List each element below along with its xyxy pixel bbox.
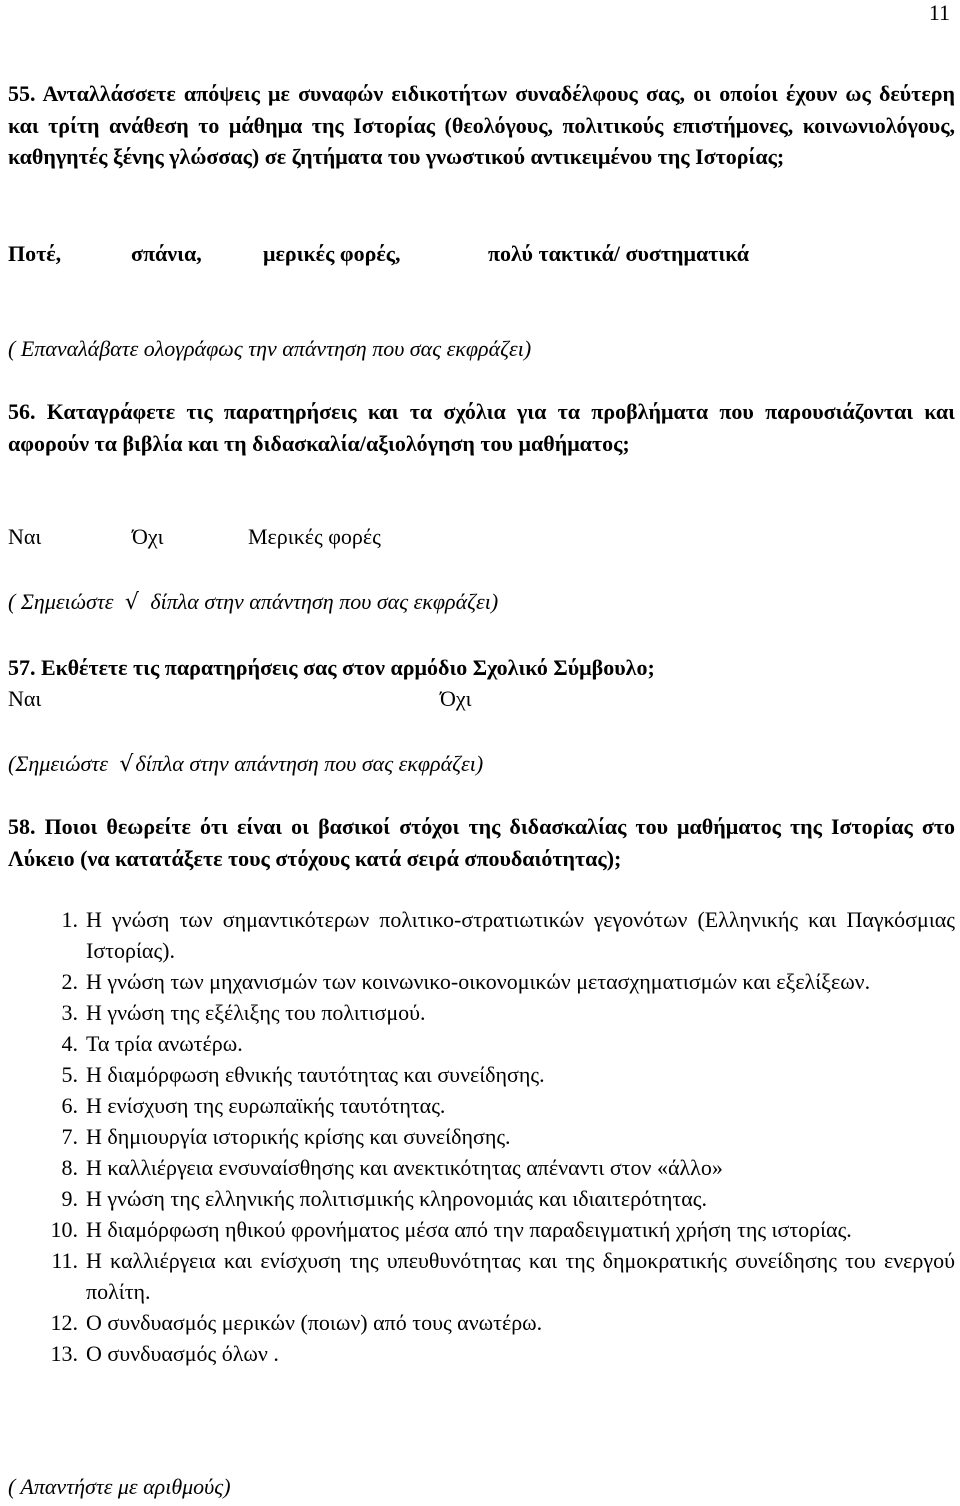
list-item [8,1090,955,1121]
check-mark-icon: √ [119,752,134,777]
option-never[interactable]: Ποτέ, [8,241,62,266]
list-item [8,1059,955,1090]
list-item-text: Η γνώση των σημαντικότερων πολιτικο-στρατιωτικών γεγονότων (Ελληνικής και Παγκόσμιας Ιστορίας). [86,907,955,963]
list-item-number: 2. [61,969,78,994]
instruction-prefix: (Σημειώστε [8,751,108,776]
list-item-number: 11. [51,1248,78,1273]
list-item [8,1307,955,1338]
list-item-number: 8. [61,1155,78,1180]
list-item-number: 6. [61,1093,78,1118]
list-item [8,1152,955,1183]
list-item-text: Η γνώση της ελληνικής πολιτισμικής κληρονομιάς και ιδιαιτερότητας. [86,1186,707,1211]
list-item-text: Η ενίσχυση της ευρωπαϊκής ταυτότητας. [86,1093,446,1118]
list-item-number: 13. [50,1341,78,1366]
list-item-number: 10. [50,1217,78,1242]
page-number: 11 [928,0,950,25]
option-no[interactable]: Όχι [132,524,164,549]
question-55-instruction: ( Επαναλάβατε ολογράφως την απάντηση που σας εκφράζει) [8,336,532,361]
list-item-text: Η διαμόρφωση εθνικής ταυτότητας και συνείδησης. [86,1062,545,1087]
instruction-suffix: δίπλα στην απάντηση που σας εκφράζει) [135,751,484,776]
option-sometimes[interactable]: μερικές φορές, [263,241,401,266]
list-item [8,997,955,1028]
list-item [8,904,955,966]
question-58-instruction: ( Απαντήστε με αριθμούς) [8,1474,231,1499]
list-item-number: 12. [50,1310,78,1335]
list-item [8,1121,955,1152]
list-item [8,966,955,997]
goals-list [8,904,955,1369]
question-57-options [8,683,955,715]
question-55-text: 55. Ανταλλάσσετε απόψεις με συναφών ειδικοτήτων συναδέλφους σας, οι οποίοι έχουν ως δεύτερη και τρίτη ανάθεση το μάθημα της Ιστορίας (θεολόγους, πολιτικούς επιστήμονες, κοινωνιολόγους, καθηγητές ξένης γλώσσας) σε ζητήματα του γνωστικού αντικειμένου της Ιστορίας; [8,81,955,169]
question-57-instruction [8,748,483,781]
list-item-text: Τα τρία ανωτέρω. [86,1031,243,1056]
list-item [8,1338,955,1369]
list-item-text: Η διαμόρφωση ηθικού φρονήματος μέσα από την παραδειγματική χρήση της ιστορίας. [86,1217,852,1242]
list-item-text: Η δημιουργία ιστορικής κρίσης και συνείδησης. [86,1124,511,1149]
list-item-number: 1. [61,907,78,932]
list-item [8,1245,955,1307]
list-item-text: Η καλλιέργεια και ενίσχυση της υπευθυνότητας και της δημοκρατικής συνείδησης του ενεργού πολίτη. [86,1248,955,1304]
list-item-number: 4. [61,1031,78,1056]
option-yes[interactable]: Ναι [8,686,42,711]
list-item-text: Ο συνδυασμός όλων . [86,1341,279,1366]
question-57-text: 57. Εκθέτετε τις παρατηρήσεις σας στον αρμόδιο Σχολικό Σύμβουλο; [8,655,655,680]
instruction-prefix: ( Σημειώστε [8,589,114,614]
option-sometimes[interactable]: Μερικές φορές [248,524,381,549]
check-mark-icon: √ [124,590,139,615]
option-very-often[interactable]: πολύ τακτικά/ συστηματικά [488,241,750,266]
option-yes[interactable]: Ναι [8,524,42,549]
list-item-text: Η γνώση της εξέλιξης του πολιτισμού. [86,1000,426,1025]
list-item-number: 3. [61,1000,78,1025]
option-no[interactable]: Όχι [440,686,472,711]
question-56-text: 56. Καταγράφετε τις παρατηρήσεις και τα σχόλια για τα προβλήματα που παρουσιάζονται και αφορούν τα βιβλία και τη διδασκαλία/αξιολόγηση του μαθήματος; [8,399,955,456]
list-item-text: Η καλλιέργεια ενσυναίσθησης και ανεκτικότητας απέναντι στον «άλλο» [86,1155,723,1180]
list-item [8,1183,955,1214]
list-item-text: Ο συνδυασμός μερικών (ποιων) από τους ανωτέρω. [86,1310,543,1335]
question-55-options [8,238,955,270]
question-58-text: 58. Ποιοι θεωρείτε ότι είναι οι βασικοί στόχοι της διδασκαλίας του μαθήματος της Ιστορίας στο Λύκειο (να κατατάξετε τους στόχους κατά σειρά σπουδαιότητας); [8,814,955,871]
list-item-number: 7. [61,1124,78,1149]
option-rarely[interactable]: σπάνια, [131,241,202,266]
list-item-text: Η γνώση των μηχανισμών των κοινωνικο-οικονομικών μετασχηματισμών και εξελίξεων. [86,969,871,994]
list-item-number: 5. [61,1062,78,1087]
list-item [8,1028,955,1059]
instruction-suffix: δίπλα στην απάντηση που σας εκφράζει) [150,589,499,614]
question-56-instruction [8,586,498,619]
question-56-options [8,521,955,553]
list-item-number: 9. [61,1186,78,1211]
list-item [8,1214,955,1245]
